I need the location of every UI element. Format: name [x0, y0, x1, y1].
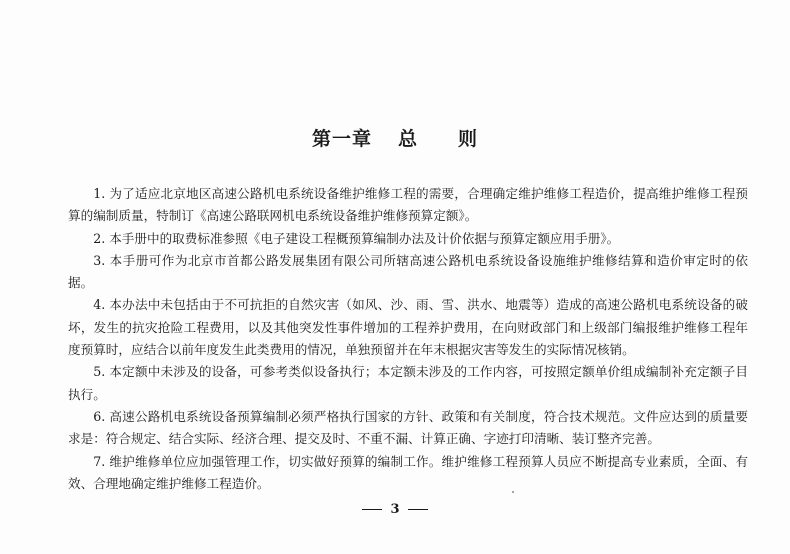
- page-footer: [0, 502, 790, 517]
- page-number: 3: [390, 502, 400, 517]
- paragraph-5: 5. 本定额中未涉及的设备，可参考类似设备执行；本定额未涉及的工作内容，可按照定额单价组成编制补充定额子目执行。: [68, 364, 748, 402]
- footer-dash-right: [408, 509, 428, 510]
- chapter-number: 第一章: [311, 128, 372, 150]
- chapter-heading: [0, 124, 790, 151]
- paragraph-6: 6. 高速公路机电系统设备预算编制必须严格执行国家的方针、政策和有关制度，符合技术规范。文件应达到的质量要求是：符合规定、结合实际、经济合理、提交及时、不重不漏、计算正确、字迹打印清晰、装订整齐完善。: [68, 408, 748, 447]
- paragraph-1: 1. 为了适应北京地区高速公路机电系统设备维护维修工程的需要，合理确定维护维修工程造价，提高维护维修工程预算的编制质量，特制订《高速公路联网机电系统设备维护维修预算定额》。: [68, 186, 748, 224]
- paragraph-2: 2. 本手册中的取费标准参照《电子建设工程概预算编制办法及计价依据与预算定额应用手册》。: [93, 230, 620, 246]
- footer-dash-left: [362, 509, 382, 510]
- chapter-title-part-2: 则: [458, 128, 479, 150]
- paragraph-3: 3. 本手册可作为北京市首都公路发展集团有限公司所辖高速公路机电系统设备设施维护维修结算和造价审定时的依据。: [68, 252, 748, 291]
- paragraph-7: 7. 维护维修单位应加强管理工作，切实做好预算的编制工作。维护维修工程预算人员应不断提高专业素质，全面、有效、合理地确定维护维修工程造价。: [68, 453, 748, 491]
- scan-speck: [512, 491, 514, 493]
- paragraph-4: 4. 本办法中未包括由于不可抗拒的自然灾害（如风、沙、雨、雪、洪水、地震等）造成的高速公路机电系统设备的破坏，发生的抗灾抢险工程费用，以及其他突发性事件增加的工程养护费用，在向财政部门和上级部门编报维护维修工程年度预算时，应结合以前年度发生此类费用的情况，单独预留并在年末根据灾害等发生的实际情况核销。: [68, 297, 748, 358]
- chapter-body: [68, 183, 748, 495]
- chapter-title-part-1: 总: [397, 128, 418, 150]
